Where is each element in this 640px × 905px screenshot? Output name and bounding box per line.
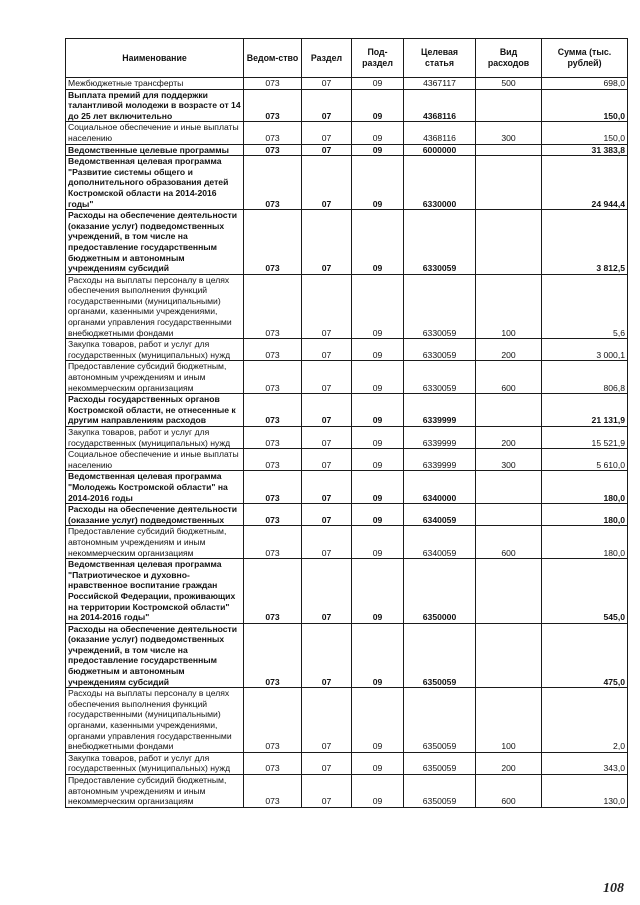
cell-summa: 343,0 bbox=[542, 752, 628, 774]
cell-summa: 24 944,4 bbox=[542, 156, 628, 210]
cell-podrazdel: 09 bbox=[352, 89, 404, 122]
cell-name: Расходы на выплаты персоналу в целях обеспечения выполнения функций государственными (муниципальными) органами, казенными учреждениями, органами управления государственными внебюджетными фондами bbox=[66, 688, 244, 753]
cell-podrazdel: 09 bbox=[352, 504, 404, 526]
table-row bbox=[66, 623, 628, 688]
cell-ved: 073 bbox=[244, 144, 302, 156]
cell-vid bbox=[476, 156, 542, 210]
cell-summa: 475,0 bbox=[542, 623, 628, 688]
cell-ved: 073 bbox=[244, 504, 302, 526]
cell-summa: 180,0 bbox=[542, 504, 628, 526]
cell-podrazdel: 09 bbox=[352, 361, 404, 394]
cell-summa: 21 131,9 bbox=[542, 394, 628, 427]
cell-podrazdel: 09 bbox=[352, 144, 404, 156]
cell-razdel: 07 bbox=[302, 688, 352, 753]
cell-ved: 073 bbox=[244, 274, 302, 339]
cell-name: Межбюджетные трансферты bbox=[66, 78, 244, 90]
page-mark: 108 bbox=[603, 881, 624, 896]
cell-vid: 500 bbox=[476, 78, 542, 90]
table-row bbox=[66, 559, 628, 624]
table-row bbox=[66, 156, 628, 210]
cell-razdel: 07 bbox=[302, 274, 352, 339]
cell-podrazdel: 09 bbox=[352, 156, 404, 210]
cell-ved: 073 bbox=[244, 688, 302, 753]
cell-statya: 6330059 bbox=[404, 210, 476, 275]
table-row bbox=[66, 752, 628, 774]
cell-ved: 073 bbox=[244, 775, 302, 808]
cell-summa: 806,8 bbox=[542, 361, 628, 394]
cell-statya: 4367117 bbox=[404, 78, 476, 90]
cell-name: Ведомственные целевые программы bbox=[66, 144, 244, 156]
cell-vid bbox=[476, 471, 542, 504]
cell-razdel: 07 bbox=[302, 752, 352, 774]
cell-vid: 200 bbox=[476, 752, 542, 774]
table-row bbox=[66, 361, 628, 394]
cell-ved: 073 bbox=[244, 339, 302, 361]
cell-razdel: 07 bbox=[302, 156, 352, 210]
cell-statya: 6330000 bbox=[404, 156, 476, 210]
cell-podrazdel: 09 bbox=[352, 394, 404, 427]
cell-summa: 130,0 bbox=[542, 775, 628, 808]
table-row bbox=[66, 526, 628, 559]
cell-name: Расходы на обеспечение деятельности (оказание услуг) подведомственных bbox=[66, 504, 244, 526]
cell-vid bbox=[476, 210, 542, 275]
cell-summa: 150,0 bbox=[542, 89, 628, 122]
cell-statya: 6350059 bbox=[404, 775, 476, 808]
cell-statya: 6330059 bbox=[404, 361, 476, 394]
cell-summa: 2,0 bbox=[542, 688, 628, 753]
cell-statya: 6339999 bbox=[404, 427, 476, 449]
table-row bbox=[66, 394, 628, 427]
cell-name: Расходы на обеспечение деятельности (оказание услуг) подведомственных учреждений, в том числе на предоставление государственным бюджетным и автономным учреждениям субсидий bbox=[66, 623, 244, 688]
cell-summa: 15 521,9 bbox=[542, 427, 628, 449]
cell-statya: 6350059 bbox=[404, 688, 476, 753]
cell-vid: 200 bbox=[476, 427, 542, 449]
cell-podrazdel: 09 bbox=[352, 688, 404, 753]
cell-podrazdel: 09 bbox=[352, 427, 404, 449]
cell-name: Предоставление субсидий бюджетным, автономным учреждениям и иным некоммерческим организациям bbox=[66, 526, 244, 559]
table-row bbox=[66, 274, 628, 339]
cell-razdel: 07 bbox=[302, 78, 352, 90]
cell-vid bbox=[476, 144, 542, 156]
table-row bbox=[66, 210, 628, 275]
cell-podrazdel: 09 bbox=[352, 623, 404, 688]
cell-razdel: 07 bbox=[302, 504, 352, 526]
cell-ved: 073 bbox=[244, 78, 302, 90]
cell-podrazdel: 09 bbox=[352, 210, 404, 275]
cell-name: Ведомственная целевая программа "Патриотическое и духовно-нравственное воспитание граждан Российской Федерации, проживающих на территории Костромской области" на 2014-2016 годы" bbox=[66, 559, 244, 624]
cell-podrazdel: 09 bbox=[352, 559, 404, 624]
cell-statya: 6330059 bbox=[404, 274, 476, 339]
cell-podrazdel: 09 bbox=[352, 752, 404, 774]
cell-summa: 31 383,8 bbox=[542, 144, 628, 156]
table-header-row bbox=[66, 39, 628, 78]
cell-statya: 6340000 bbox=[404, 471, 476, 504]
table-row bbox=[66, 775, 628, 808]
cell-statya: 6000000 bbox=[404, 144, 476, 156]
cell-vid: 200 bbox=[476, 339, 542, 361]
cell-vid bbox=[476, 623, 542, 688]
cell-vid: 600 bbox=[476, 775, 542, 808]
header-razdel: Раздел bbox=[302, 39, 352, 78]
cell-podrazdel: 09 bbox=[352, 339, 404, 361]
cell-statya: 6330059 bbox=[404, 339, 476, 361]
cell-razdel: 07 bbox=[302, 449, 352, 471]
table-row bbox=[66, 89, 628, 122]
cell-ved: 073 bbox=[244, 623, 302, 688]
cell-vid: 300 bbox=[476, 449, 542, 471]
cell-ved: 073 bbox=[244, 394, 302, 427]
cell-vid: 300 bbox=[476, 122, 542, 144]
table-row bbox=[66, 122, 628, 144]
cell-name: Расходы на выплаты персоналу в целях обеспечения выполнения функций государственными (муниципальными) органами, казенными учреждениями, органами управления государственными внебюджетными фондами bbox=[66, 274, 244, 339]
cell-name: Социальное обеспечение и иные выплаты населению bbox=[66, 449, 244, 471]
cell-vid: 600 bbox=[476, 361, 542, 394]
cell-razdel: 07 bbox=[302, 775, 352, 808]
cell-razdel: 07 bbox=[302, 210, 352, 275]
cell-vid: 100 bbox=[476, 688, 542, 753]
cell-razdel: 07 bbox=[302, 122, 352, 144]
cell-vid bbox=[476, 559, 542, 624]
cell-razdel: 07 bbox=[302, 394, 352, 427]
cell-ved: 073 bbox=[244, 471, 302, 504]
cell-ved: 073 bbox=[244, 559, 302, 624]
table-row bbox=[66, 427, 628, 449]
cell-summa: 3 000,1 bbox=[542, 339, 628, 361]
cell-statya: 6340059 bbox=[404, 504, 476, 526]
cell-podrazdel: 09 bbox=[352, 775, 404, 808]
cell-ved: 073 bbox=[244, 122, 302, 144]
cell-razdel: 07 bbox=[302, 526, 352, 559]
cell-name: Закупка товаров, работ и услуг для государственных (муниципальных) нужд bbox=[66, 427, 244, 449]
cell-podrazdel: 09 bbox=[352, 122, 404, 144]
cell-ved: 073 bbox=[244, 752, 302, 774]
cell-razdel: 07 bbox=[302, 427, 352, 449]
cell-summa: 150,0 bbox=[542, 122, 628, 144]
cell-summa: 545,0 bbox=[542, 559, 628, 624]
table-row bbox=[66, 449, 628, 471]
cell-ved: 073 bbox=[244, 156, 302, 210]
cell-podrazdel: 09 bbox=[352, 449, 404, 471]
cell-summa: 3 812,5 bbox=[542, 210, 628, 275]
header-vid: Вид расходов bbox=[476, 39, 542, 78]
table-row bbox=[66, 504, 628, 526]
header-summa: Сумма (тыс. рублей) bbox=[542, 39, 628, 78]
cell-statya: 6340059 bbox=[404, 526, 476, 559]
cell-podrazdel: 09 bbox=[352, 526, 404, 559]
cell-razdel: 07 bbox=[302, 339, 352, 361]
cell-statya: 6339999 bbox=[404, 449, 476, 471]
cell-razdel: 07 bbox=[302, 144, 352, 156]
cell-razdel: 07 bbox=[302, 361, 352, 394]
cell-name: Ведомственная целевая программа "Молодежь Костромской области" на 2014-2016 годы bbox=[66, 471, 244, 504]
cell-vid bbox=[476, 394, 542, 427]
cell-statya: 6339999 bbox=[404, 394, 476, 427]
cell-vid bbox=[476, 89, 542, 122]
budget-table bbox=[65, 38, 628, 808]
cell-razdel: 07 bbox=[302, 623, 352, 688]
cell-statya: 6350059 bbox=[404, 623, 476, 688]
table-row bbox=[66, 339, 628, 361]
cell-name: Социальное обеспечение и иные выплаты населению bbox=[66, 122, 244, 144]
cell-summa: 5 610,0 bbox=[542, 449, 628, 471]
cell-summa: 180,0 bbox=[542, 471, 628, 504]
cell-statya: 4368116 bbox=[404, 89, 476, 122]
cell-name: Предоставление субсидий бюджетным, автономным учреждениям и иным некоммерческим организациям bbox=[66, 361, 244, 394]
cell-ved: 073 bbox=[244, 526, 302, 559]
cell-summa: 5,6 bbox=[542, 274, 628, 339]
header-podrazdel: Под-раздел bbox=[352, 39, 404, 78]
cell-razdel: 07 bbox=[302, 471, 352, 504]
cell-ved: 073 bbox=[244, 449, 302, 471]
table-row bbox=[66, 471, 628, 504]
cell-name: Расходы на обеспечение деятельности (оказание услуг) подведомственных учреждений, в том числе на предоставление государственным бюджетным и автономным учреждениям субсидий bbox=[66, 210, 244, 275]
header-ved: Ведом-ство bbox=[244, 39, 302, 78]
cell-name: Закупка товаров, работ и услуг для государственных (муниципальных) нужд bbox=[66, 339, 244, 361]
cell-ved: 073 bbox=[244, 89, 302, 122]
cell-vid: 100 bbox=[476, 274, 542, 339]
cell-podrazdel: 09 bbox=[352, 78, 404, 90]
cell-ved: 073 bbox=[244, 427, 302, 449]
cell-podrazdel: 09 bbox=[352, 274, 404, 339]
cell-vid bbox=[476, 504, 542, 526]
table-row bbox=[66, 78, 628, 90]
header-name: Наименование bbox=[66, 39, 244, 78]
cell-podrazdel: 09 bbox=[352, 471, 404, 504]
cell-name: Предоставление субсидий бюджетным, автономным учреждениям и иным некоммерческим организациям bbox=[66, 775, 244, 808]
cell-ved: 073 bbox=[244, 210, 302, 275]
cell-statya: 4368116 bbox=[404, 122, 476, 144]
cell-vid: 600 bbox=[476, 526, 542, 559]
cell-name: Расходы государственных органов Костромской области, не отнесенные к другим направлениям расходов bbox=[66, 394, 244, 427]
header-statya: Целевая статья bbox=[404, 39, 476, 78]
cell-razdel: 07 bbox=[302, 89, 352, 122]
cell-name: Выплата премий для поддержки талантливой молодежи в возрасте от 14 до 25 лет включительно bbox=[66, 89, 244, 122]
cell-name: Закупка товаров, работ и услуг для государственных (муниципальных) нужд bbox=[66, 752, 244, 774]
cell-ved: 073 bbox=[244, 361, 302, 394]
table-row bbox=[66, 688, 628, 753]
cell-statya: 6350059 bbox=[404, 752, 476, 774]
table-row bbox=[66, 144, 628, 156]
cell-razdel: 07 bbox=[302, 559, 352, 624]
cell-statya: 6350000 bbox=[404, 559, 476, 624]
cell-summa: 180,0 bbox=[542, 526, 628, 559]
cell-summa: 698,0 bbox=[542, 78, 628, 90]
cell-name: Ведомственная целевая программа "Развитие системы общего и дополнительного образования детей Костромской области на 2014-2016 годы" bbox=[66, 156, 244, 210]
